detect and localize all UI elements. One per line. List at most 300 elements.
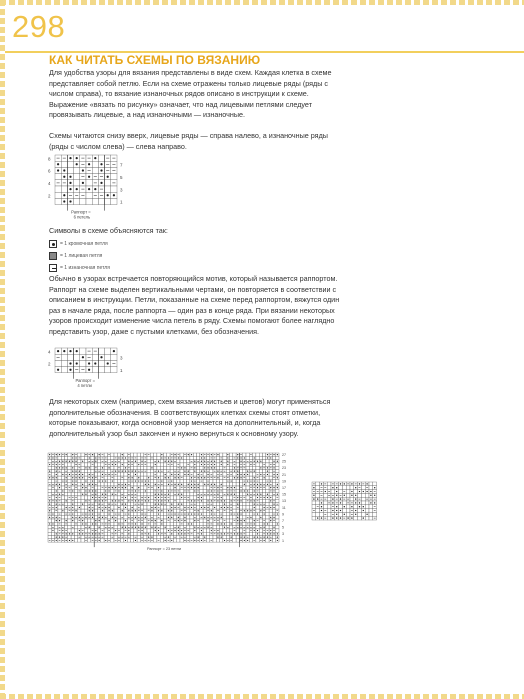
cell-dot <box>277 523 278 524</box>
chart-cell <box>105 348 111 354</box>
cell-dot <box>204 471 205 472</box>
chart-cell <box>183 479 186 482</box>
chart-cell <box>134 512 137 515</box>
cell-dot <box>141 504 142 505</box>
cell-dot <box>125 540 126 541</box>
cell-dot <box>171 533 172 534</box>
cell-dot <box>145 517 146 518</box>
cell-dot <box>178 494 179 495</box>
cell-dot <box>247 540 248 541</box>
chart-cell <box>316 486 320 490</box>
cell-dot <box>118 471 119 472</box>
cell-dot <box>332 510 333 511</box>
chart-cell <box>312 505 316 509</box>
chart-cell <box>253 473 256 476</box>
cell-dot <box>161 480 162 481</box>
chart-cell <box>107 470 110 473</box>
chart-cell <box>150 473 153 476</box>
chart-cell <box>147 526 150 529</box>
cell-dot <box>56 540 57 541</box>
cell-dot <box>198 513 199 514</box>
cell-dot <box>247 480 248 481</box>
cell-dot <box>244 457 245 458</box>
cell-dot <box>267 474 268 475</box>
cell-dot <box>72 517 73 518</box>
chart-cell <box>233 522 236 525</box>
chart-cell <box>61 486 64 489</box>
cell-dot <box>76 362 78 364</box>
chart-cell <box>137 453 140 456</box>
purl-dash-icon <box>49 264 57 272</box>
cell-dot <box>221 537 222 538</box>
chart-cell <box>157 473 160 476</box>
chart-cell <box>111 456 114 459</box>
cell-dot <box>69 200 71 202</box>
chart-cell <box>144 506 147 509</box>
chart-cell <box>197 470 200 473</box>
cell-dot <box>158 477 159 478</box>
cell-dot <box>122 457 123 458</box>
cell-dot <box>151 467 152 468</box>
chart-cell <box>74 198 80 204</box>
cell-dot <box>155 527 156 528</box>
chart-cell <box>147 506 150 509</box>
cell-dot <box>194 490 195 491</box>
cell-dot <box>201 457 202 458</box>
cell-dot <box>260 494 261 495</box>
cell-dot <box>270 520 271 521</box>
cell-dot <box>72 540 73 541</box>
chart-cell <box>101 526 104 529</box>
cell-dot <box>254 480 255 481</box>
decorative-edge-left <box>0 0 5 699</box>
cell-dot <box>138 487 139 488</box>
cell-dot <box>191 507 192 508</box>
chart-cell <box>312 516 316 520</box>
chart-cell <box>157 453 160 456</box>
cell-dot <box>264 477 265 478</box>
chart-cell <box>51 489 54 492</box>
cell-dot <box>240 474 241 475</box>
cell-dot <box>184 471 185 472</box>
cell-dot <box>201 461 202 462</box>
cell-dot <box>201 497 202 498</box>
cell-dot <box>79 530 80 531</box>
row-number-right: 9 <box>282 512 284 517</box>
cell-dot <box>273 527 274 528</box>
chart-cell <box>68 483 71 486</box>
cell-dot <box>240 520 241 521</box>
chart-cell <box>200 522 203 525</box>
chart-cell <box>276 466 279 469</box>
chart-cell <box>350 497 354 501</box>
cell-dot <box>105 540 106 541</box>
chart-cell <box>88 486 91 489</box>
chart-cell <box>134 466 137 469</box>
cell-dot <box>211 484 212 485</box>
cell-dot <box>85 487 86 488</box>
cell-dot <box>207 490 208 491</box>
chart-cell <box>81 470 84 473</box>
chart-cell <box>160 506 163 509</box>
cell-dot <box>227 507 228 508</box>
cell-dot <box>178 527 179 528</box>
cell-dot <box>211 510 212 511</box>
chart-cell <box>256 506 259 509</box>
chart-cell <box>98 348 104 354</box>
cell-dot <box>234 477 235 478</box>
symbol-row-edge <box>49 239 108 248</box>
chart-cell <box>183 460 186 463</box>
cell-dot <box>257 497 258 498</box>
chart-cell <box>327 512 331 516</box>
chart-cell <box>68 493 71 496</box>
chart-cell <box>68 466 71 469</box>
cell-dot <box>181 457 182 458</box>
cell-dot <box>237 504 238 505</box>
cell-dot <box>227 454 228 455</box>
cell-dot <box>85 523 86 524</box>
chart-cell <box>121 466 124 469</box>
cell-dot <box>125 484 126 485</box>
chart-cell <box>327 497 331 501</box>
chart-cell <box>164 463 167 466</box>
cell-dot <box>188 513 189 514</box>
cell-dot <box>211 530 212 531</box>
cell-dot <box>66 507 67 508</box>
chart-cell <box>167 503 170 506</box>
chart-cell <box>269 460 272 463</box>
cell-dot <box>224 540 225 541</box>
cell-dot <box>72 484 73 485</box>
cell-dot <box>89 510 90 511</box>
cell-dot <box>145 527 146 528</box>
chart-cell <box>256 453 259 456</box>
cell-dot <box>89 474 90 475</box>
cell-dot <box>135 527 136 528</box>
cell-dot <box>158 494 159 495</box>
cell-dot <box>366 514 367 515</box>
chart-cell <box>104 466 107 469</box>
cell-dot <box>370 495 371 496</box>
chart-cell <box>131 473 134 476</box>
chart-cell <box>230 516 233 519</box>
cell-dot <box>211 464 212 465</box>
chart-cell <box>81 453 84 456</box>
page-title: КАК ЧИТАТЬ СХЕМЫ ПО ВЯЗАНИЮ <box>49 53 261 67</box>
cell-dot <box>115 530 116 531</box>
cell-dot <box>267 471 268 472</box>
chart-cell <box>140 506 143 509</box>
chart-cell <box>78 522 81 525</box>
chart-cell <box>164 509 167 512</box>
chart-cell <box>71 463 74 466</box>
chart-cell <box>259 470 262 473</box>
cell-dot <box>112 517 113 518</box>
cell-dot <box>69 157 71 159</box>
cell-dot <box>374 502 375 503</box>
cell-dot <box>264 523 265 524</box>
chart-cell <box>197 466 200 469</box>
cell-dot <box>181 484 182 485</box>
chart-cell <box>220 476 223 479</box>
chart-cell <box>220 526 223 529</box>
cell-dot <box>214 484 215 485</box>
cell-dot <box>204 517 205 518</box>
chart-cell <box>190 516 193 519</box>
cell-dot <box>207 520 208 521</box>
chart-cell <box>223 496 226 499</box>
cell-dot <box>108 520 109 521</box>
chart-cell <box>236 536 239 539</box>
chart-cell <box>68 536 71 539</box>
chart-cell <box>74 539 77 542</box>
chart-cell <box>269 522 272 525</box>
chart-cell <box>61 496 64 499</box>
chart-cell <box>127 506 130 509</box>
chart-cell <box>74 529 77 532</box>
chart-cell <box>61 476 64 479</box>
chart-cell <box>91 519 94 522</box>
chart-cell <box>94 512 97 515</box>
chart-cell <box>342 501 346 505</box>
chart-cell <box>65 503 68 506</box>
cell-dot <box>155 504 156 505</box>
chart-cell <box>369 516 373 520</box>
cell-dot <box>359 502 360 503</box>
chart-cell <box>276 489 279 492</box>
chart-cell <box>197 506 200 509</box>
cell-dot <box>317 517 318 518</box>
chart-cell <box>154 486 157 489</box>
cell-dot <box>270 457 271 458</box>
cell-dot <box>344 495 345 496</box>
row-number-left: 4 <box>48 349 51 355</box>
cell-dot <box>254 457 255 458</box>
chart-cell <box>203 499 206 502</box>
chart-cell <box>71 529 74 532</box>
chart-cell <box>276 529 279 532</box>
cell-dot <box>135 540 136 541</box>
chart-cell <box>140 453 143 456</box>
chart-cell <box>327 509 331 513</box>
chart-cell <box>272 483 275 486</box>
chart-cell <box>117 532 120 535</box>
cell-dot <box>113 350 115 352</box>
chart3-svg <box>48 452 298 557</box>
chart-cell <box>81 509 84 512</box>
symbols-intro: Символы в схеме объясняются так: <box>49 226 168 235</box>
chart-cell <box>203 479 206 482</box>
chart-cell <box>223 529 226 532</box>
cell-dot <box>115 464 116 465</box>
chart-cell <box>154 509 157 512</box>
cell-dot <box>221 484 222 485</box>
cell-dot <box>171 461 172 462</box>
chart-cell <box>84 529 87 532</box>
chart-cell <box>137 496 140 499</box>
chart-cell <box>65 463 68 466</box>
cell-dot <box>128 477 129 478</box>
chart-cell <box>107 516 110 519</box>
chart-cell <box>51 479 54 482</box>
cell-dot <box>355 502 356 503</box>
chart-cell <box>137 466 140 469</box>
cell-dot <box>72 507 73 508</box>
cell-dot <box>188 454 189 455</box>
chart-cell <box>173 496 176 499</box>
cell-dot <box>165 540 166 541</box>
chart-cell <box>92 161 98 167</box>
chart-cell <box>104 503 107 506</box>
cell-dot <box>201 464 202 465</box>
chart-cell <box>114 466 117 469</box>
chart-cell <box>98 155 104 161</box>
chart-cell <box>180 539 183 542</box>
cell-dot <box>313 487 314 488</box>
cell-dot <box>277 484 278 485</box>
cell-dot <box>224 507 225 508</box>
chart-cell <box>134 506 137 509</box>
chart-cell <box>246 506 249 509</box>
cell-dot <box>89 490 90 491</box>
chart-cell <box>226 503 229 506</box>
cell-dot <box>102 500 103 501</box>
chart-cell <box>55 529 58 532</box>
cell-dot <box>207 527 208 528</box>
cell-dot <box>321 506 322 507</box>
chart-cell <box>253 466 256 469</box>
chart-cell <box>339 505 343 509</box>
row-number-left: 2 <box>48 361 51 367</box>
chart-cell <box>200 466 203 469</box>
chart-cell <box>206 456 209 459</box>
chart-cell <box>58 476 61 479</box>
cell-dot <box>92 497 93 498</box>
cell-dot <box>194 500 195 501</box>
chart-cell <box>233 479 236 482</box>
cell-dot <box>69 474 70 475</box>
cell-dot <box>141 497 142 498</box>
chart-cell <box>111 198 117 204</box>
chart-cell <box>107 496 110 499</box>
cell-dot <box>313 498 314 499</box>
chart-cell <box>91 470 94 473</box>
chart-cell <box>190 463 193 466</box>
chart-cell <box>131 536 134 539</box>
cell-dot <box>102 517 103 518</box>
chart-cell <box>164 522 167 525</box>
cell-dot <box>273 487 274 488</box>
chart-cell <box>147 516 150 519</box>
cell-dot <box>277 537 278 538</box>
chart-cell <box>203 503 206 506</box>
chart-cell <box>233 503 236 506</box>
cell-dot <box>174 477 175 478</box>
chart-cell <box>160 466 163 469</box>
chart-cell <box>216 463 219 466</box>
cell-dot <box>95 533 96 534</box>
chart-cell <box>94 486 97 489</box>
chart-cell <box>84 496 87 499</box>
row-number-left: 6 <box>48 168 51 174</box>
chart-cell <box>150 529 153 532</box>
chart-cell <box>150 470 153 473</box>
chart-cell <box>276 463 279 466</box>
chart-cell <box>88 479 91 482</box>
repeat-sublabel: 6 петель <box>73 214 91 220</box>
chart-cell <box>111 519 114 522</box>
chart-cell <box>259 489 262 492</box>
cell-dot <box>201 477 202 478</box>
cell-dot <box>214 507 215 508</box>
chart-cell <box>51 503 54 506</box>
chart-cell <box>105 186 111 192</box>
chart-cell <box>94 479 97 482</box>
chart-cell <box>48 466 51 469</box>
row-number-right: 1 <box>120 367 123 373</box>
chart-cell <box>94 506 97 509</box>
chart-cell <box>157 522 160 525</box>
chart-cell <box>81 526 84 529</box>
cell-dot <box>221 507 222 508</box>
cell-dot <box>254 530 255 531</box>
chart-cell <box>51 473 54 476</box>
chart-cell <box>230 519 233 522</box>
chart-cell <box>68 519 71 522</box>
cell-dot <box>69 176 71 178</box>
chart-cell <box>236 486 239 489</box>
cell-dot <box>277 477 278 478</box>
cell-dot <box>240 537 241 538</box>
chart-cell <box>98 476 101 479</box>
chart-cell <box>259 453 262 456</box>
chart-cell <box>226 483 229 486</box>
cell-dot <box>105 507 106 508</box>
chart-cell <box>134 532 137 535</box>
chart-cell <box>55 186 61 192</box>
chart-cell <box>150 476 153 479</box>
chart-cell <box>124 476 127 479</box>
chart-cell <box>263 489 266 492</box>
chart-cell <box>144 529 147 532</box>
chart-cell <box>150 489 153 492</box>
chart-cell <box>81 506 84 509</box>
cell-dot <box>254 500 255 501</box>
chart-cell <box>164 453 167 456</box>
cell-dot <box>161 457 162 458</box>
cell-dot <box>135 517 136 518</box>
chart-cell <box>259 532 262 535</box>
chart-cell <box>269 526 272 529</box>
repeat-label: Раппорт = 23 петли <box>147 547 182 552</box>
chart-cell <box>121 529 124 532</box>
chart-cell <box>111 529 114 532</box>
chart-cell <box>223 536 226 539</box>
cell-dot <box>227 457 228 458</box>
chart-cell <box>98 486 101 489</box>
cell-dot <box>188 474 189 475</box>
cell-dot <box>49 477 50 478</box>
chart-cell <box>86 180 92 186</box>
cell-dot <box>128 500 129 501</box>
chart-cell <box>114 509 117 512</box>
cell-dot <box>221 500 222 501</box>
chart-cell <box>58 489 61 492</box>
chart-cell <box>256 522 259 525</box>
chart-cell <box>144 486 147 489</box>
chart-cell <box>354 505 358 509</box>
